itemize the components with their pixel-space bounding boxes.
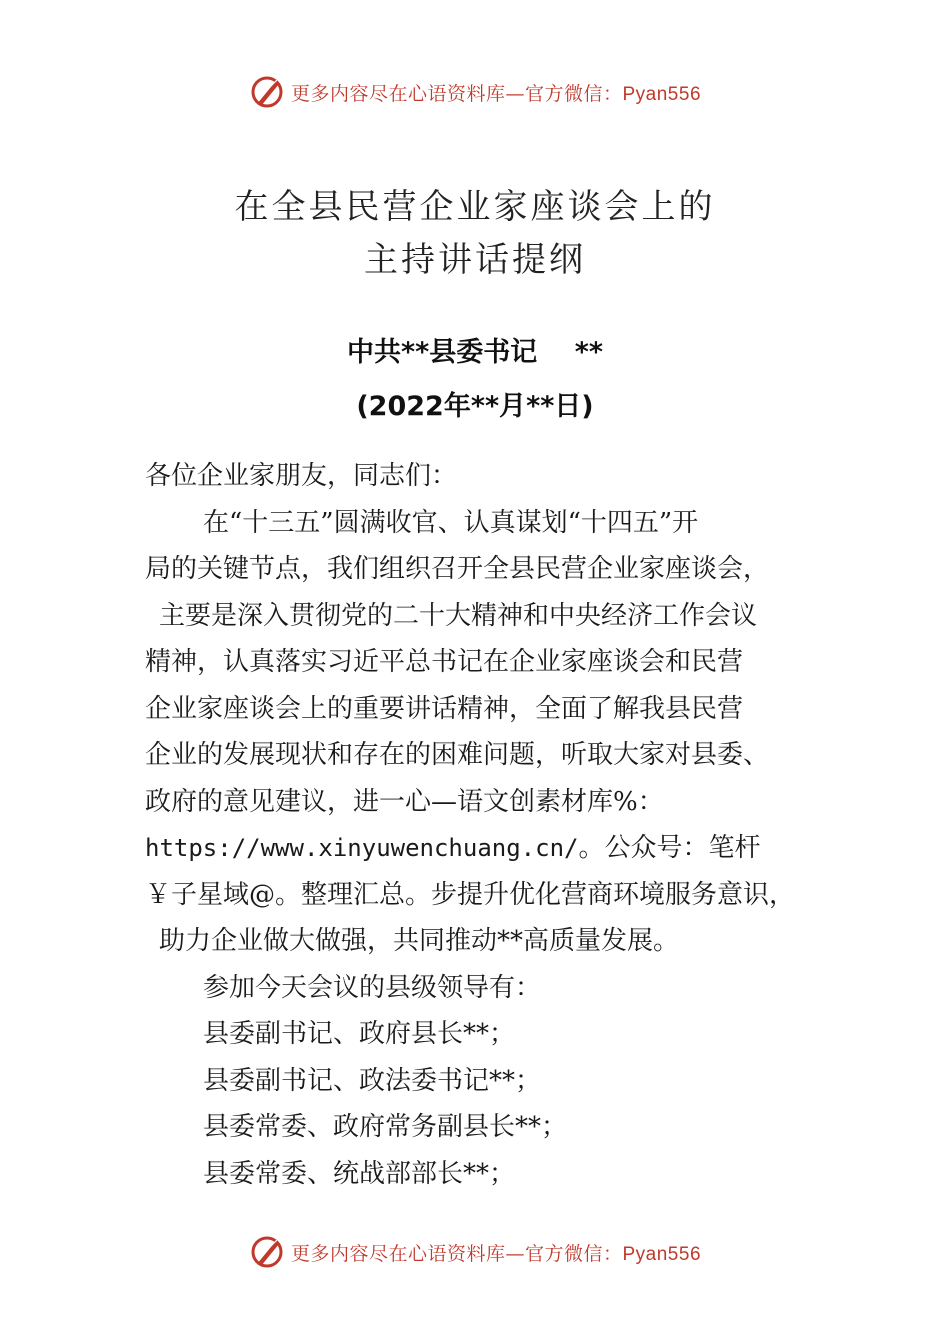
banner-wechat-id: Pyan556 [622,83,702,105]
paragraph-line: 政府的意见建议，进一心—语文创素材库%： [145,786,664,817]
salutation: 各位企业家朋友，同志们： [145,461,458,491]
paragraph-line: 企业的发展现状和存在的困难问题，听取大家对县委、 [145,740,770,770]
header-banner [0,70,950,114]
paragraph-line: 企业家座谈会上的重要讲话精神，全面了解我县民营 [145,693,744,724]
quill-circle-logo-icon [249,74,285,110]
attendee-item: 县委常委、统战部部长**； [203,1158,516,1189]
paragraph-line: https://www.xinyuwenchuang.cn/。公众号：笔杆 [145,833,761,863]
attendee-item: 县委常委、政府常务副县长**； [203,1112,568,1142]
date-line: (2022年**月**日) [356,391,594,422]
document-title-line-2: 主持讲话提纲 [364,240,586,280]
banner-text: 更多内容尽在心语资料库—官方微信：Pyan556 [290,82,702,105]
document-body [145,453,845,1197]
paragraph-line: ￥子星域@。整理汇总。步提升优化营商环境服务意识， [145,879,796,910]
paragraph-line: 在“十三五”圆满收官、认真谋划“十四五”开 [203,507,699,538]
paragraph-line: 助力企业做大做强，共同推动**高质量发展。 [159,926,680,956]
attendee-item: 县委副书记、政法委书记**； [203,1065,542,1096]
paragraph-line: 主要是深入贯彻党的二十大精神和中央经济工作会议 [159,600,758,631]
attendees-intro: 参加今天会议的县级领导有： [203,972,542,1003]
attendee-item: 县委副书记、政府县长**； [203,1019,516,1049]
author-line: 中共**县委书记 ** [346,337,604,368]
paragraph-line: 精神，认真落实习近平总书记在企业家座谈会和民营 [145,647,744,677]
url-text: https://www.xinyuwenchuang.cn/ [145,834,579,862]
document-title-line-1: 在全县民营企业家座谈会上的 [234,187,716,227]
banner-text: 更多内容尽在心语资料库—官方微信：Pyan556 [290,1242,702,1265]
footer-banner [0,1230,950,1274]
quill-circle-logo-icon [249,1234,285,1270]
banner-wechat-id: Pyan556 [622,1243,702,1265]
paragraph-line: 局的关键节点，我们组织召开全县民营企业家座谈会， [145,554,770,584]
